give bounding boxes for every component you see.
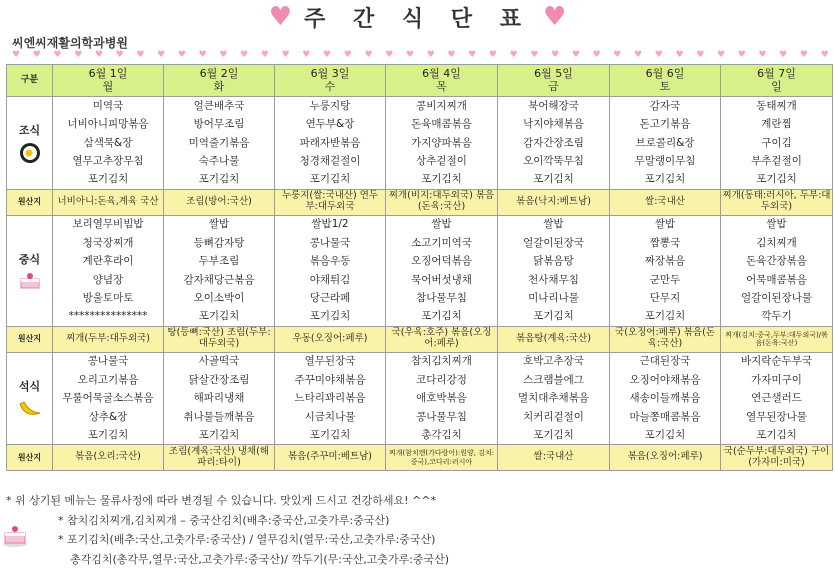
note-3: * 포기김치(배추:국산,고춧가루:중국산) / 열무김치(열무:국산,고춧가루:중국산) — [58, 533, 436, 546]
dish-cell: 볶음우동 — [275, 252, 386, 271]
origin-cell: 볶음(오리:국산) — [53, 445, 164, 471]
dish-cell: 돈육매콤볶음 — [386, 115, 498, 134]
dish-cell: 오징어덕볶음 — [386, 252, 498, 271]
day-date: 6월 4일 — [422, 66, 461, 80]
dish-cell: 포기김치 — [275, 308, 386, 327]
dish-cell: 쌀밥 — [721, 215, 833, 234]
dish-cell: 쌀밥 — [164, 215, 275, 234]
dish-cell: 포기김치 — [275, 426, 386, 445]
dish-cell: 방어무조림 — [164, 115, 275, 134]
day-weekday: 화 — [213, 79, 225, 93]
dish-row — [7, 352, 833, 371]
dish-cell: 연근샐러드 — [721, 389, 833, 408]
dish-cell: 바지락순두부국 — [721, 352, 833, 371]
dish-row — [7, 271, 833, 290]
day-weekday: 금 — [548, 79, 559, 93]
dish-cell: 콩비지찌개 — [386, 97, 498, 116]
dish-row — [7, 115, 833, 134]
note-4: 총각김치(총각무,열무:국산,고춧가루:중국산)/ 깍두기(무:국산,고춧가루:중국산) — [70, 552, 450, 566]
dish-cell: 계란찜 — [721, 115, 833, 134]
origin-row — [7, 189, 833, 215]
dish-cell: 너비아니피망볶음 — [53, 115, 164, 134]
origin-label: 원산지 — [7, 189, 53, 215]
dish-cell: 애호박볶음 — [386, 389, 498, 408]
day-header — [53, 65, 164, 97]
day-date: 6월 5일 — [534, 66, 573, 80]
dish-cell: 보리열무비빔밥 — [53, 215, 164, 234]
dish-row — [7, 308, 833, 327]
dish-cell: 포기김치 — [610, 426, 721, 445]
dish-row — [7, 371, 833, 390]
day-header — [610, 65, 721, 97]
dish-cell: 군만두 — [610, 271, 721, 290]
heart-divider: ♥ ♥ ♥ ♥ ♥ ♥ ♥ ♥ ♥ ♥ ♥ ♥ ♥ ♥ ♥ ♥ ♥ ♥ ♥ ♥ ♥ ♥ ♥ ♥ ♥ ♥ ♥ ♥ ♥ ♥ ♥ ♥ ♥ ♥ ♥ ♥ ♥ ♥ ♥ ♥ — [12, 50, 829, 60]
dish-row — [7, 97, 833, 116]
dish-cell: 콩나물무침 — [386, 408, 498, 427]
meal-label — [7, 352, 53, 445]
hospital-name: 씨엔씨재활의학과병원 — [12, 36, 128, 50]
dish-cell: 얼갈이된장나물 — [721, 289, 833, 308]
dish-cell: 스크램블에그 — [498, 371, 610, 390]
dish-cell: 미나리나물 — [498, 289, 610, 308]
dish-cell: 취나물들깨볶음 — [164, 408, 275, 427]
dish-cell: 닭볶음탕 — [498, 252, 610, 271]
dish-cell: 포기김치 — [275, 171, 386, 190]
dish-cell: 얼갈이된장국 — [498, 234, 610, 253]
day-header — [275, 65, 386, 97]
origin-cell: 찌개(동태:러시아, 두부:대두외국) — [721, 189, 833, 215]
origin-cell: 찌개(비지:대두외국) 볶음(돈육:국산) — [386, 189, 498, 215]
dish-cell: 짜장볶음 — [610, 252, 721, 271]
dish-cell: 삼색묵&장 — [53, 134, 164, 153]
dish-cell: 돈고기볶음 — [610, 115, 721, 134]
dish-row — [7, 426, 833, 445]
note-2: * 참치김치찌개,김치찌개 – 중국산김치(배추:중국산,고춧가루:중국산) — [58, 513, 390, 527]
dish-cell: 천사채무침 — [498, 271, 610, 290]
dish-row — [7, 134, 833, 153]
note-1: * 위 상기된 메뉴는 물류사정에 따라 변경될 수 있습니다. 맛있게 드시고 건강하세요! ^^* — [6, 494, 436, 507]
dish-cell: 소고기미역국 — [386, 234, 498, 253]
banana-icon — [17, 398, 43, 420]
dish-cell: 무룰어묵굴소스볶음 — [53, 389, 164, 408]
dish-cell: 얼큰배추국 — [164, 97, 275, 116]
dish-cell: 상추&장 — [53, 408, 164, 427]
dish-cell: 참치김치찌개 — [386, 352, 498, 371]
dish-row — [7, 389, 833, 408]
fried-egg-icon — [17, 142, 43, 164]
dish-cell: 계란후라이 — [53, 252, 164, 271]
dish-cell: 열무된장국 — [275, 352, 386, 371]
dish-cell: 포기김치 — [610, 308, 721, 327]
page-title: 주 간 식 단 표 — [304, 6, 531, 32]
day-date: 6월 3일 — [310, 66, 350, 80]
origin-cell: 탕(등뼈:국산) 조림(두부:대두외국) — [164, 326, 275, 352]
dish-cell: 사골떡국 — [164, 352, 275, 371]
dish-cell: 느타리꽈리볶음 — [275, 389, 386, 408]
dish-cell: 멸치대추채볶음 — [498, 389, 610, 408]
dish-cell: 콩나물국 — [275, 234, 386, 253]
dish-cell: 낙지야채볶음 — [498, 115, 610, 134]
dish-cell: 김치찌개 — [721, 234, 833, 253]
origin-cell: 누룽지(쌀:국내산) 연두부:대두외국 — [275, 189, 386, 215]
dish-cell: 돈육간장볶음 — [721, 252, 833, 271]
day-date: 6월 7일 — [757, 66, 796, 80]
origin-cell: 너비아니:돈육,계육 국산 — [53, 189, 164, 215]
origin-cell: 국(오징어:페루) 볶음(돈육:국산) — [610, 326, 721, 352]
origin-cell: 국(우육:호주) 볶음(오징어:페루) — [386, 326, 498, 352]
day-weekday: 토 — [659, 79, 671, 93]
origin-row — [7, 445, 833, 471]
origin-cell: 볶음(주꾸미:베트남) — [275, 445, 386, 471]
dish-cell: 포기김치 — [386, 308, 498, 327]
dish-cell: 마늘쫑매콤볶음 — [610, 408, 721, 427]
dish-cell: 닭살간장조림 — [164, 371, 275, 390]
origin-cell: 찌개(두부:대두외국) — [53, 326, 164, 352]
notes — [6, 491, 834, 569]
dish-cell: 오징어야채볶음 — [610, 371, 721, 390]
dish-cell: 새송이들깨볶음 — [610, 389, 721, 408]
origin-cell: 조림(계육:국산) 냉채(해파리:타이) — [164, 445, 275, 471]
day-weekday: 목 — [436, 79, 447, 93]
dish-cell: 단무지 — [610, 289, 721, 308]
dish-cell: 포기김치 — [53, 171, 164, 190]
origin-cell: 볶음(낙지:베트남) — [498, 189, 610, 215]
origin-cell: 찌개(참치캔(가다랑어):원양, 김치:중국),코다리:러시아 — [386, 445, 498, 471]
dish-cell: 동태찌개 — [721, 97, 833, 116]
dish-cell: 누룽지탕 — [275, 97, 386, 116]
dish-row — [7, 408, 833, 427]
dish-cell: 포기김치 — [498, 426, 610, 445]
dish-cell: 주꾸미야채볶음 — [275, 371, 386, 390]
dish-cell: 포기김치 — [498, 171, 610, 190]
dish-cell: 가지양파볶음 — [386, 134, 498, 153]
heart-icon: ♥ — [268, 2, 293, 32]
meal-label-text: 조식 — [18, 124, 41, 138]
dish-cell: 감자간장조림 — [498, 134, 610, 153]
dish-cell: 구이김 — [721, 134, 833, 153]
dish-cell: 포기김치 — [721, 171, 833, 190]
dish-cell: 참나물무침 — [386, 289, 498, 308]
dish-row — [7, 234, 833, 253]
dish-cell: 숙주나물 — [164, 152, 275, 171]
origin-cell: 쌀:국내산 — [610, 189, 721, 215]
dish-cell: 미역국 — [53, 97, 164, 116]
day-date: 6월 6일 — [645, 66, 685, 80]
origin-row — [7, 326, 833, 352]
header-label: 구분 — [7, 65, 53, 97]
dish-cell: 묵어버섯냉채 — [386, 271, 498, 290]
header-row — [7, 65, 833, 97]
dish-cell: 포기김치 — [610, 171, 721, 190]
dish-row — [7, 252, 833, 271]
dish-cell: 오이깍뚝무침 — [498, 152, 610, 171]
origin-label: 원산지 — [7, 326, 53, 352]
dish-cell: 짬뽕국 — [610, 234, 721, 253]
dish-cell: 포기김치 — [386, 171, 498, 190]
heart-icon: ♥ — [542, 2, 567, 32]
dish-cell: 포기김치 — [164, 171, 275, 190]
dish-cell: 깍두기 — [721, 308, 833, 327]
dish-cell: 포기김치 — [498, 308, 610, 327]
day-weekday: 월 — [102, 79, 114, 93]
cake-icon — [17, 271, 43, 291]
day-weekday: 일 — [771, 79, 782, 93]
dish-cell: 연두부&장 — [275, 115, 386, 134]
dish-cell: 열무된장나물 — [721, 408, 833, 427]
dish-cell: *************** — [53, 308, 164, 327]
cake-icon — [0, 520, 30, 550]
dish-cell: 감자채당근볶음 — [164, 271, 275, 290]
day-weekday: 수 — [324, 79, 336, 93]
day-header — [386, 65, 498, 97]
dish-cell: 포기김치 — [53, 426, 164, 445]
dish-cell: 호박고추장국 — [498, 352, 610, 371]
dish-cell: 쌀밥 — [610, 215, 721, 234]
dish-row — [7, 152, 833, 171]
dish-cell: 두부조림 — [164, 252, 275, 271]
meal-label — [7, 97, 53, 190]
dish-cell: 쌀밥1/2 — [275, 215, 386, 234]
dish-cell: 오리고기볶음 — [53, 371, 164, 390]
dish-cell: 포기김치 — [721, 426, 833, 445]
dish-cell: 청국장찌개 — [53, 234, 164, 253]
dish-row — [7, 289, 833, 308]
dish-cell: 가자미구이 — [721, 371, 833, 390]
origin-label: 원산지 — [7, 445, 53, 471]
dish-cell: 해파리냉채 — [164, 389, 275, 408]
dish-cell: 야채튀김 — [275, 271, 386, 290]
dish-cell: 오이소박이 — [164, 289, 275, 308]
day-header — [721, 65, 833, 97]
dish-cell: 무말랭이무침 — [610, 152, 721, 171]
meal-label-text: 석식 — [18, 379, 41, 393]
dish-cell: 양념장 — [53, 271, 164, 290]
origin-cell: 볶음탕(계육:국산) — [498, 326, 610, 352]
origin-cell: 찌개(김치:중국,두부:대두외국)/볶음(돈육:국산) — [721, 326, 833, 352]
dish-cell: 어묵매콤볶음 — [721, 271, 833, 290]
dish-cell: 브로콜리&장 — [610, 134, 721, 153]
dish-row — [7, 215, 833, 234]
dish-cell: 시금치나물 — [275, 408, 386, 427]
origin-cell: 볶음(오징어:페루) — [610, 445, 721, 471]
origin-cell: 조림(방어:국산) — [164, 189, 275, 215]
dish-cell: 포기김치 — [164, 426, 275, 445]
day-date: 6월 1일 — [88, 66, 128, 80]
dish-cell: 총각김치 — [386, 426, 498, 445]
dish-cell: 북어해장국 — [498, 97, 610, 116]
dish-cell: 치커리겉절이 — [498, 408, 610, 427]
dish-cell: 상추겉절이 — [386, 152, 498, 171]
dish-cell: 방울토마토 — [53, 289, 164, 308]
day-date: 6월 2일 — [199, 66, 239, 80]
dish-cell: 콩나물국 — [53, 352, 164, 371]
dish-cell: 근대된장국 — [610, 352, 721, 371]
meal-label-text: 중식 — [18, 253, 41, 267]
dish-cell: 당근라페 — [275, 289, 386, 308]
menu-table — [6, 64, 833, 471]
title-bar — [0, 0, 835, 34]
origin-cell: 국(순두부:대두외국) 구이(가자미:미국) — [721, 445, 833, 471]
dish-cell: 부추겉절이 — [721, 152, 833, 171]
dish-cell: 미역줄기볶음 — [164, 134, 275, 153]
day-header — [164, 65, 275, 97]
origin-cell: 쌀:국내산 — [498, 445, 610, 471]
dish-cell: 쌀밥 — [498, 215, 610, 234]
dish-cell: 등뼈감자탕 — [164, 234, 275, 253]
dish-cell: 파래자반볶음 — [275, 134, 386, 153]
day-header — [498, 65, 610, 97]
dish-cell: 청경채겉절이 — [275, 152, 386, 171]
meal-label — [7, 215, 53, 326]
dish-cell: 포기김치 — [164, 308, 275, 327]
dish-cell: 코다리강정 — [386, 371, 498, 390]
dish-cell: 열무고추장무침 — [53, 152, 164, 171]
dish-row — [7, 171, 833, 190]
dish-cell: 감자국 — [610, 97, 721, 116]
dish-cell: 쌀밥 — [386, 215, 498, 234]
origin-cell: 우동(오징어:페루) — [275, 326, 386, 352]
